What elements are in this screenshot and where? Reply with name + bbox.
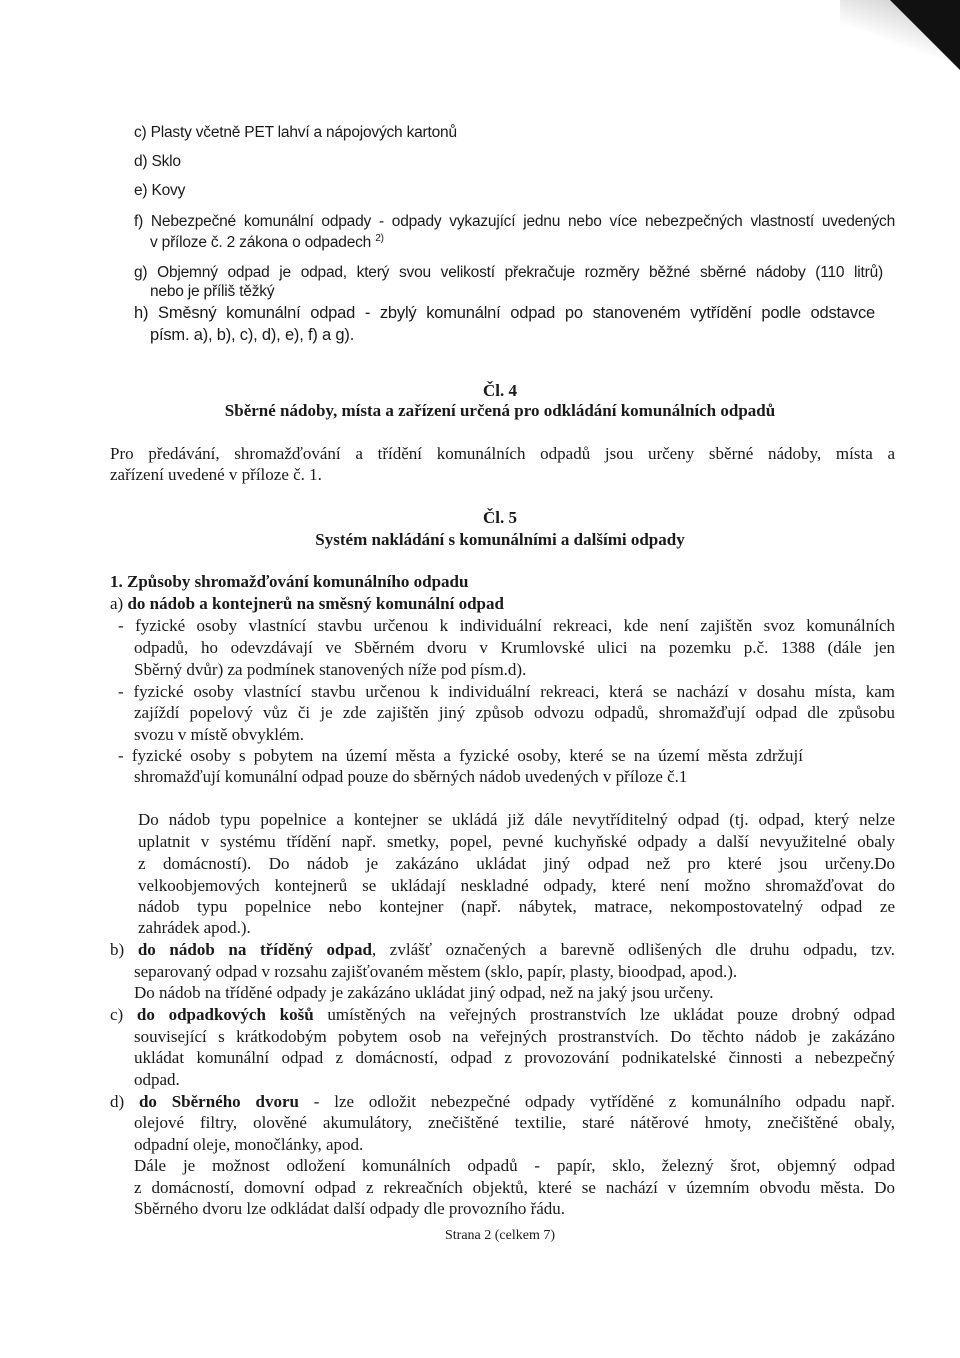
item-a-para-line3: z domácností). Do nádob je zakázáno ukládat jiný odpad než pro které jsou určeny.Do [138, 854, 895, 873]
item-a-bullet2-line2: zajíždí popelový vůz či je zde zajištěn jiný způsob odvozu odpadů, shromažďují odpad dle způsobu [134, 703, 895, 722]
item-e: e) Kovy [134, 182, 186, 199]
item-a-para-line5: nádob typu popelnice nebo kontejner (např. nábytek, matrace, nekompostovatelný odpad ze [138, 897, 895, 916]
item-c-line4: odpad. [134, 1070, 180, 1089]
item-a-para-line1: Do nádob typu popelnice a kontejner se ukládá již dále nevytříditelný odpad (tj. odpad, který nelze [138, 810, 895, 829]
item-c-line3: ukládat komunální odpad z domácností, odpad z provozování podnikatelské činnosti a nebezpečný [134, 1048, 895, 1067]
item-a-bullet2-line1: - fyzické osoby vlastnící stavbu určenou k individuální rekreaci, která se nachází v dosahu místa, kam [118, 682, 895, 701]
item-a-bullet1-line2: odpadů, ho odevzdávají ve Sběrném dvoru v Krumlovské ulici na pozemku p.č. 1388 (dále jen [134, 638, 895, 657]
item-c-line1: c) do odpadkových košů umístěných na veřejných prostranstvích lze ukládat pouze drobný odpad [110, 1005, 895, 1024]
item-f-line1: f) Nebezpečné komunální odpady - odpady vykazující jednu nebo více nebezpečných vlastností uvedených [134, 213, 895, 230]
item-d-line5: z domácností, domovní odpad z rekreačních objektů, které se nachází v územním obvodu města. Do [134, 1178, 895, 1197]
item-a-para-line4: velkoobjemových kontejnerů se ukládají neskladné odpady, které není možno shromažďovat do [138, 876, 895, 895]
article-5-title: Systém nakládání s komunálními a dalšími odpady [315, 530, 685, 549]
item-a-bullet1-line1: - fyzické osoby vlastnící stavbu určenou k individuální rekreaci, kde není zajištěn svoz komunálních [118, 616, 895, 635]
item-h-line2: písm. a), b), c), d), e), f) a g). [150, 326, 355, 344]
item-b-line3: Do nádob na tříděné odpady je zakázáno ukládat jiný odpad, než na jaký jsou určeny. [134, 983, 714, 1002]
item-a-bullet3-line1: - fyzické osoby s pobytem na území města a fyzické osoby, které se na území města zdržují [118, 746, 803, 765]
item-b-line1: b) do nádob na tříděný odpad, zvlášť označených a barevně odlišených dle druhu odpadu, tzv. [110, 940, 895, 959]
section-1-heading: 1. Způsoby shromažďování komunálního odpadu [110, 572, 469, 591]
article-4-number: Čl. 4 [483, 381, 517, 400]
article-4-text-line2: zařízení uvedené v příloze č. 1. [110, 465, 322, 484]
item-c-line2: související s krátkodobým pobytem osob na veřejných prostranstvích. Do těchto nádob je zakázáno [134, 1027, 895, 1046]
scan-corner-fold [890, 0, 960, 70]
article-4-title: Sběrné nádoby, místa a zařízení určená pro odkládání komunálních odpadů [224, 401, 776, 420]
item-a-bullet1-line3: Sběrný dvůr) za podmínek stanovených níže pod písm.d). [134, 660, 527, 679]
item-f-line2: v příloze č. 2 zákona o odpadech $^{2)}$ [150, 233, 384, 252]
item-d: d) Sklo [134, 153, 181, 170]
item-a-bullet2-line3: svozu v místě obvyklém. [134, 725, 304, 744]
item-g-line2: nebo je příliš těžký [150, 283, 275, 300]
item-d-line3: odpadní oleje, monočlánky, apod. [134, 1135, 364, 1154]
item-b-line2: separovaný odpad v rozsahu zajišťovaném městem (sklo, papír, plasty, bioodpad, apod.). [134, 962, 738, 981]
item-h-line1: h) Směsný komunální odpad - zbylý komunální odpad po stanoveném vytřídění podle odstavce [134, 304, 875, 322]
item-a-bullet3-line2: shromažďují komunální odpad pouze do sběrných nádob uvedených v příloze č.1 [134, 767, 688, 786]
page-footer: Strana 2 (celkem 7) [444, 1228, 555, 1243]
item-d-line4: Dále je možnost odložení komunálních odpadů - papír, sklo, železný šrot, objemný odpad [134, 1156, 895, 1175]
article-4-text-line1: Pro předávání, shromažďování a třídění komunálních odpadů jsou určeny sběrné nádoby, místa a [110, 444, 895, 463]
article-5-number: Čl. 5 [483, 508, 517, 527]
item-d-line6: Sběrného dvoru lze odkládat další odpady dle provozního řádu. [134, 1199, 566, 1218]
item-a-heading: a) do nádob a kontejnerů na směsný komunální odpad [110, 594, 504, 613]
item-d-line1: d) do Sběrného dvoru - lze odložit nebezpečné odpady vytříděné z komunálního odpadu např. [110, 1092, 895, 1111]
item-c: c) Plasty včetně PET lahví a nápojových kartonů [134, 124, 457, 141]
item-a-para-line2: uplatnit v systému třídění např. smetky, popel, pevné kuchyňské odpady a další nevyužitelné obaly [138, 832, 895, 851]
item-g-line1: g) Objemný odpad je odpad, který svou velikostí překračuje rozměry běžné sběrné nádoby (110 litrů) [134, 264, 883, 281]
item-d-line2: olejové filtry, olověné akumulátory, znečištěné textilie, staré nátěrové hmoty, znečištěné obaly, [134, 1113, 895, 1132]
item-a-para-line6: zahrádek apod.). [138, 918, 251, 937]
